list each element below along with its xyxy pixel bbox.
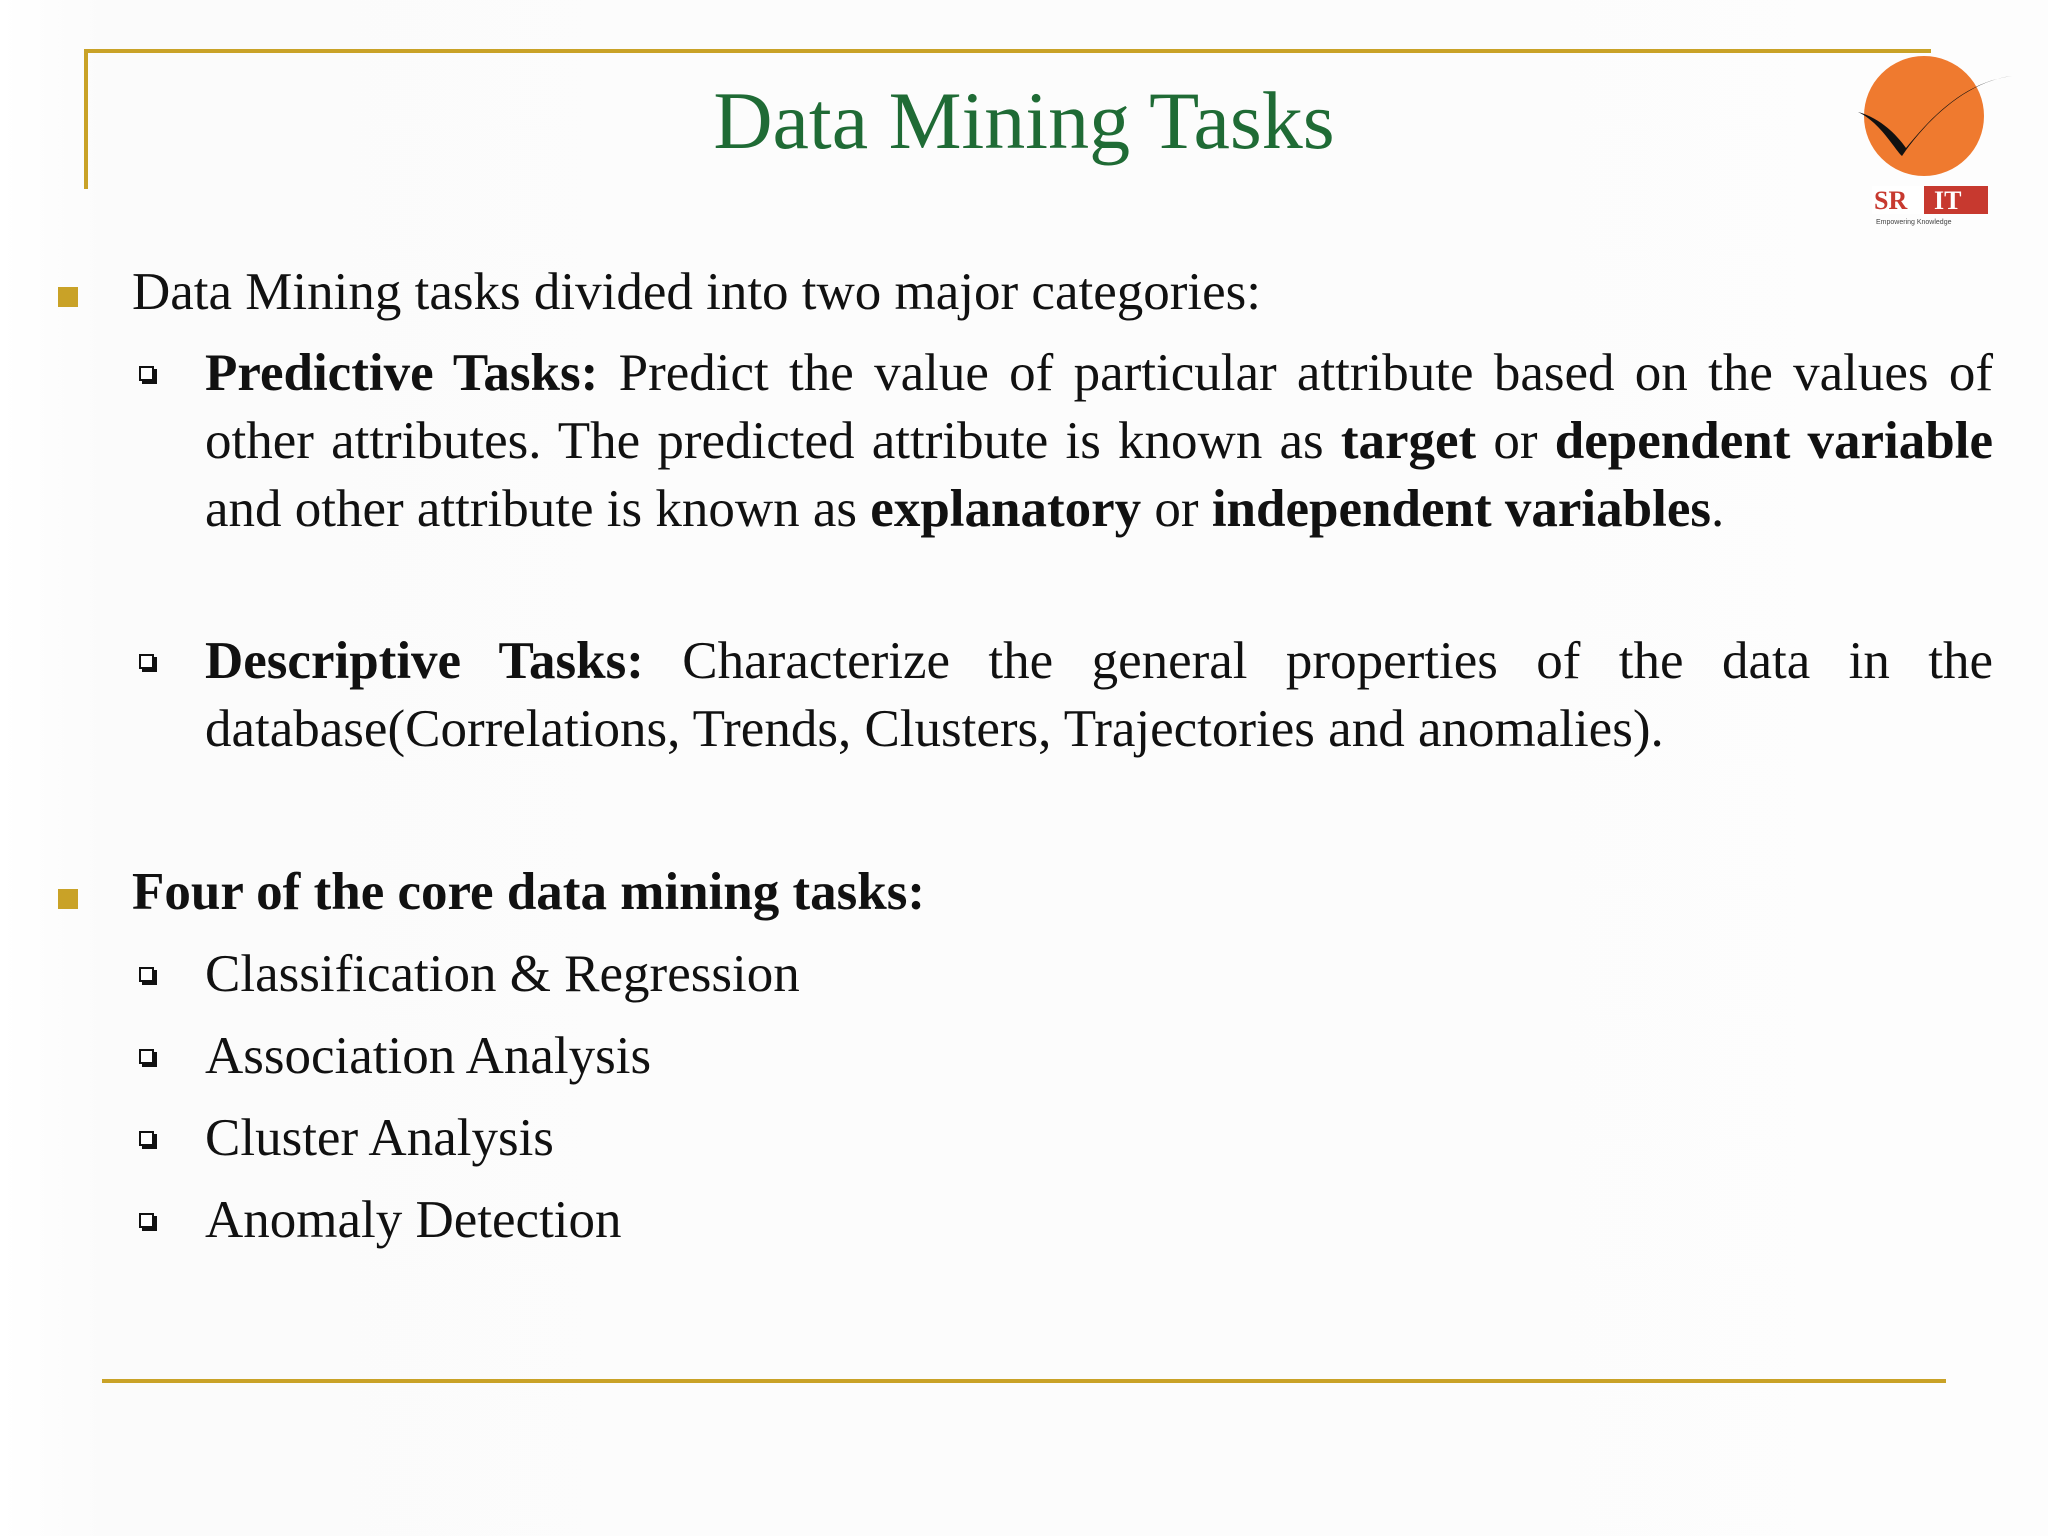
point1-text: Data Mining tasks divided into two major categories:	[132, 263, 1261, 321]
task-item-association: Association Analysis	[205, 1027, 652, 1085]
term-target: target	[1340, 412, 1477, 470]
logo-orange-circle	[1864, 56, 1984, 176]
frame-bottom-line	[102, 1379, 1946, 1383]
task-item-cluster: Cluster Analysis	[205, 1109, 554, 1167]
frame-top-line	[84, 49, 1931, 53]
hollow-square-bullet-icon	[139, 654, 154, 669]
predictive-text-2: or	[1476, 412, 1555, 470]
srit-logo	[1840, 52, 2020, 232]
slide-title: Data Mining Tasks	[713, 75, 1335, 166]
hollow-square-bullet-icon	[139, 967, 154, 982]
logo-text-it: IT	[1934, 186, 1962, 215]
logo-text-sr: SR	[1874, 186, 1908, 215]
predictive-text-1: Predict the value of particular attribute based on the values of other attributes. The predicted attribute is known as	[205, 344, 1993, 470]
term-dependent-variable: dependent variable	[1554, 412, 1994, 470]
predictive-tasks-paragraph	[205, 339, 1993, 543]
term-independent-variables: independent variables	[1211, 480, 1711, 538]
predictive-text-3: and other attribute is known as	[205, 480, 871, 538]
hollow-square-bullet-icon	[139, 1131, 154, 1146]
predictive-text-4: or	[1141, 480, 1212, 538]
point2-heading: Four of the core data mining tasks:	[132, 863, 926, 921]
term-explanatory: explanatory	[870, 480, 1142, 538]
square-bullet-icon	[58, 287, 78, 307]
logo-tagline: Empowering Knowledge	[1876, 219, 1952, 226]
predictive-text-5: .	[1710, 480, 1725, 538]
square-bullet-icon	[58, 889, 78, 909]
hollow-square-bullet-icon	[139, 1213, 154, 1228]
hollow-square-bullet-icon	[139, 1049, 154, 1064]
descriptive-label: Descriptive Tasks:	[205, 632, 644, 690]
descriptive-text: Characterize the general properties of the data in the database(Correlations, Trends, Clusters, Trajectories and anomalies).	[205, 632, 1993, 758]
task-item-classification: Classification & Regression	[205, 945, 800, 1003]
hollow-square-bullet-icon	[139, 366, 154, 381]
task-item-anomaly: Anomaly Detection	[205, 1191, 622, 1249]
predictive-label: Predictive Tasks:	[205, 344, 599, 402]
descriptive-tasks-paragraph	[205, 627, 1993, 763]
